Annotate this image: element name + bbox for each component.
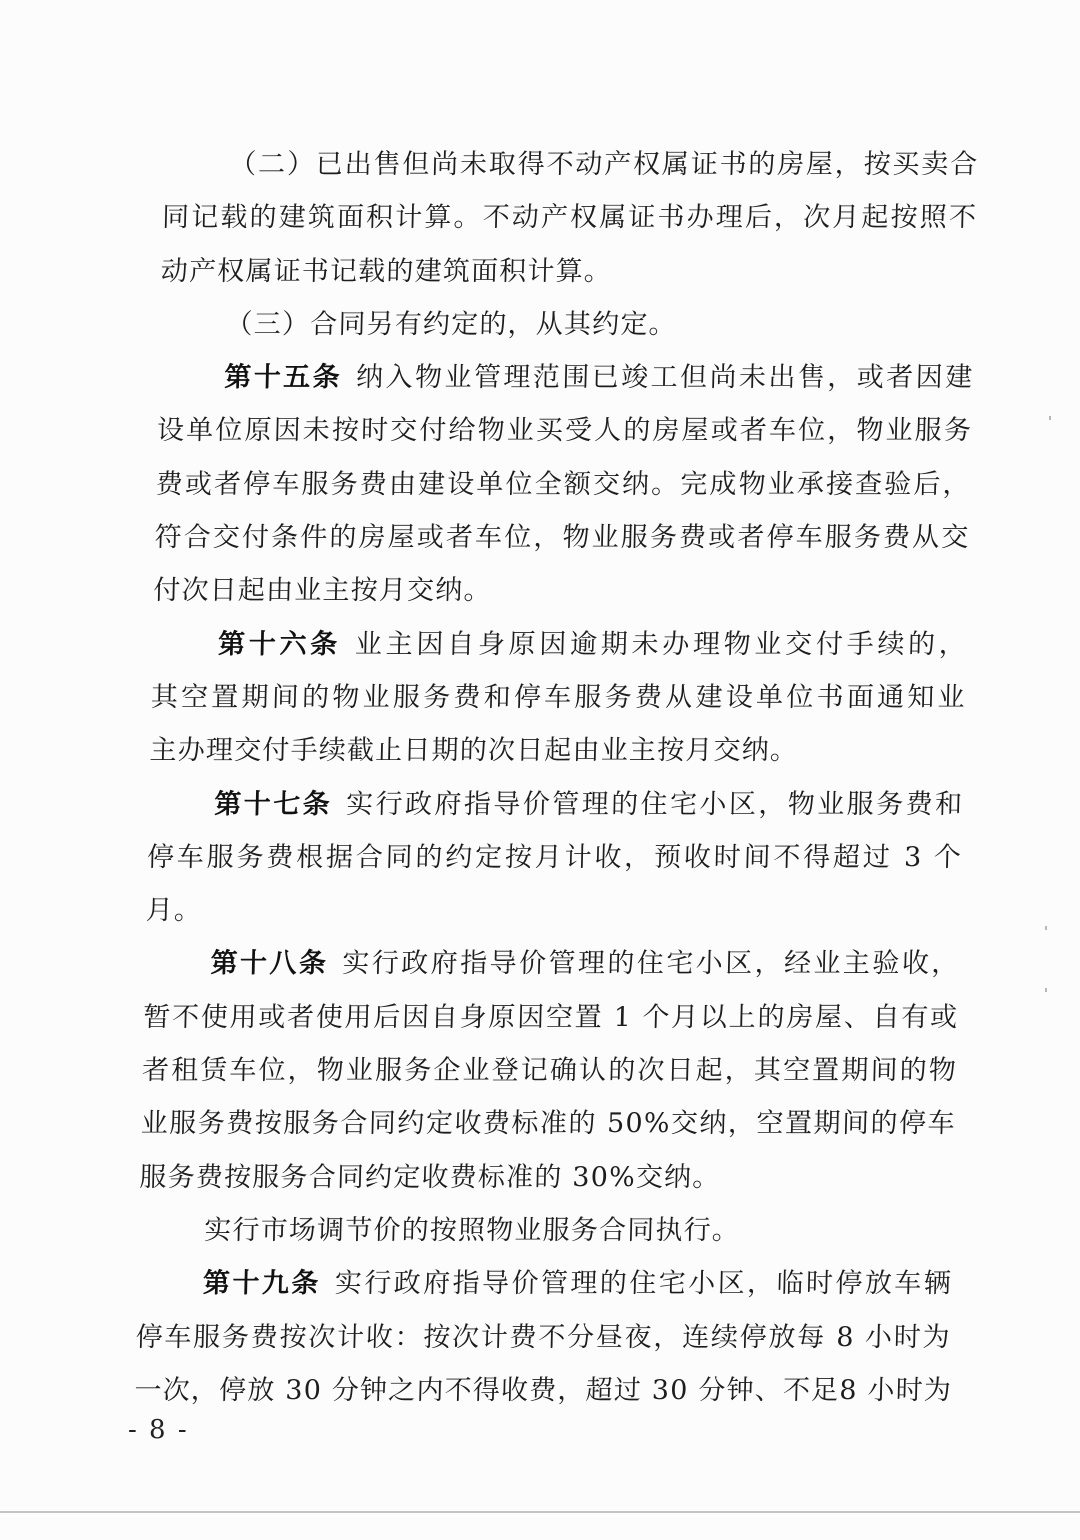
scan-edge-line xyxy=(0,1511,1080,1513)
clause-paragraph-2 xyxy=(160,138,979,298)
page-number: - 8 - xyxy=(128,1415,189,1445)
article-15 xyxy=(153,351,974,617)
scan-speck xyxy=(1045,926,1047,930)
article-text: 纳入物业管理范围已竣工但尚未出售，或者因建 xyxy=(355,362,974,394)
text-line: 者租赁车位，物业服务企业登记确认的次日起，其空置期间的物 xyxy=(141,1055,958,1087)
article-text: 业主因自身原因逾期未办理物业交付手续的， xyxy=(354,628,968,660)
text-line xyxy=(144,937,960,990)
text-line xyxy=(148,778,964,831)
text-line: 停车服务费根据合同的约定按月计收，预收时间不得超过 3 个 xyxy=(146,841,963,873)
article-16 xyxy=(149,618,968,778)
text-line: 费或者停车服务费由建设单位全额交纳。完成物业承接查验后， xyxy=(155,468,972,500)
text-line: 业服务费按服务合同约定收费标准的 50%交纳，空置期间的停车 xyxy=(140,1108,957,1140)
article-17 xyxy=(145,778,964,938)
text-line xyxy=(151,618,967,671)
text-line: 付次日起由业主按月交纳。 xyxy=(152,575,493,607)
text-line: （二）已出售但尚未取得不动产权属证书的房屋，按买卖合 xyxy=(229,149,979,180)
article-text: 实行政府指导价管理的住宅小区，物业服务费和 xyxy=(345,788,964,820)
clause-paragraph-3 xyxy=(159,298,975,351)
text-line: 动产权属证书记载的建筑面积计算。 xyxy=(160,255,613,287)
text-line: 符合交付条件的房屋或者车位，物业服务费或者停车服务费从交 xyxy=(154,522,970,554)
article-heading: 第十九条 xyxy=(202,1268,322,1300)
article-19 xyxy=(134,1257,953,1417)
document-body xyxy=(134,138,979,1417)
text-line: 一次，停放 30 分钟之内不得收费，超过 30 分钟、不足8 小时为 xyxy=(134,1374,953,1406)
scan-speck xyxy=(1049,416,1051,420)
text-line: 同记载的建筑面积计算。不动产权属证书办理后，次月起按照不 xyxy=(161,202,978,234)
text-line: 停车服务费按次计收：按次计费不分昼夜，连续停放每 8 小时为 xyxy=(135,1321,952,1353)
text-line: （三）合同另有约定的，从其约定。 xyxy=(225,308,678,340)
article-text: 实行政府指导价管理的住宅小区，经业主验收， xyxy=(341,948,960,980)
text-line: 暂不使用或者使用后因自身原因空置 1 个月以上的房屋、自有或 xyxy=(142,1001,959,1033)
market-price-paragraph xyxy=(138,1204,954,1257)
scan-speck xyxy=(1045,988,1047,992)
text-line xyxy=(136,1257,952,1310)
article-text: 实行政府指导价管理的住宅小区，临时停放车辆 xyxy=(334,1268,953,1300)
article-heading: 第十七条 xyxy=(213,788,333,820)
text-line: 主办理交付手续截止日期的次日起由业主按月交纳。 xyxy=(149,735,799,767)
text-line: 其空置期间的物业服务费和停车服务费从建设单位书面通知业 xyxy=(150,681,967,713)
text-line: 实行市场调节价的按照物业服务合同执行。 xyxy=(203,1214,741,1246)
text-line: 服务费按服务合同约定收费标准的 30%交纳。 xyxy=(139,1161,721,1193)
article-heading: 第十六条 xyxy=(217,628,342,660)
text-line xyxy=(158,351,974,404)
article-18 xyxy=(139,937,960,1203)
article-heading: 第十五条 xyxy=(223,362,343,394)
text-line: 月。 xyxy=(145,895,203,927)
text-line: 设单位原因未按时交付给物业买受人的房屋或者车位，物业服务 xyxy=(156,415,973,447)
article-heading: 第十八条 xyxy=(210,948,329,980)
